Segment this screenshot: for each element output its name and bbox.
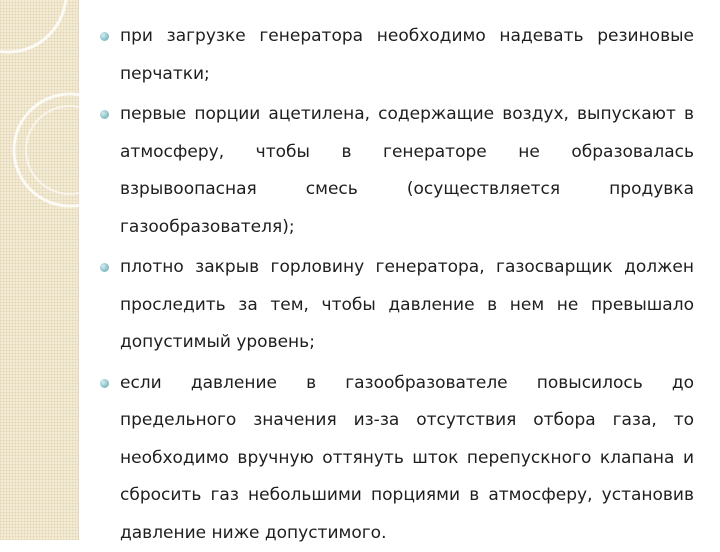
bullet-dot-icon: [100, 110, 109, 119]
decorative-side-panel: [0, 0, 79, 540]
decorative-circles: [0, 0, 80, 220]
bullet-item: [98, 18, 694, 93]
bullet-dot-icon: [100, 32, 109, 41]
bullet-item: [98, 365, 694, 552]
bullet-text: при загрузке генератора необходимо надевать резиновые перчатки;: [120, 26, 694, 84]
bullet-dot-icon: [100, 263, 109, 272]
bullet-item: [98, 96, 694, 246]
bullet-dot-icon: [100, 379, 109, 388]
slide-content: [98, 18, 694, 518]
bullet-text: первые порции ацетилена, содержащие воздух, выпускают в атмосферу, чтобы в генераторе не образовалась взрывоопасная смесь (осуществляется продувка газообразователя);: [120, 104, 694, 237]
bullet-list: [98, 18, 694, 552]
bullet-item: [98, 249, 694, 362]
bullet-text: если давление в газообразователе повысилось до предельного значения из-за отсутствия отбора газа, то необходимо вручную оттянуть шток перепускного клапана и сбросить газ небольшими порциями в атмосферу, установив давление ниже допустимого.: [120, 373, 694, 543]
bullet-text: плотно закрыв горловину генератора, газосварщик должен проследить за тем, чтобы давление в нем не превышало допустимый уровень;: [120, 257, 694, 352]
